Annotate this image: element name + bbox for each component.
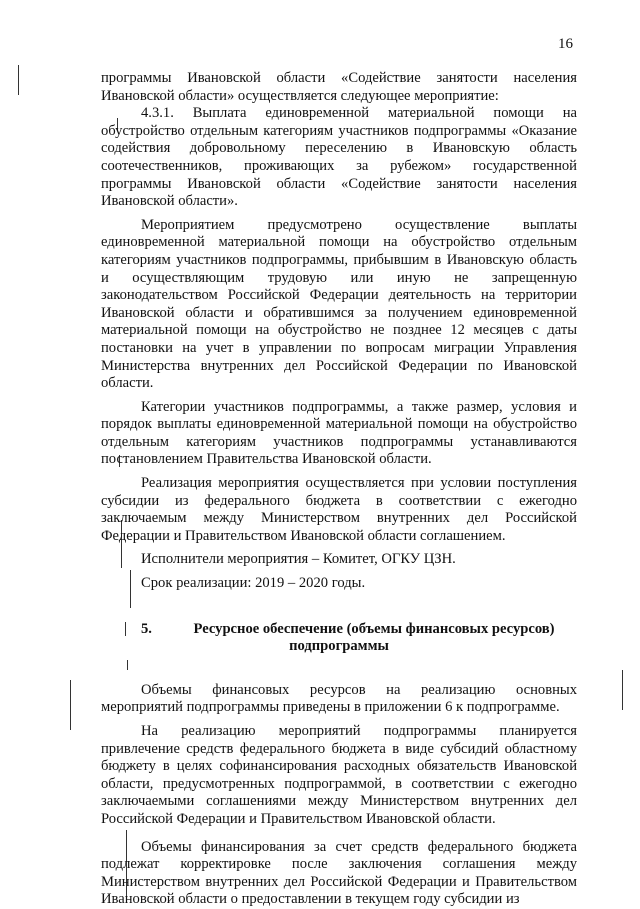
section-title-line2: подпрограммы	[289, 638, 389, 655]
scan-mark	[622, 670, 623, 710]
paragraph: Срок реализации: 2019 – 2020 годы.	[141, 575, 366, 592]
scan-mark	[18, 65, 19, 95]
paragraph: программы Ивановской области «Содействие занятости населения Ивановской области» осуществляется следующее мероприятие:	[101, 70, 577, 104]
scan-mark	[70, 680, 71, 730]
paragraph: Реализация мероприятия осуществляется при условии поступления субсидии из федерального бюджета в соответствии с ежегодно заключаемым между Министерством внутренних дел Российской Федерации и Правительством Ивановской области соглашением.	[101, 475, 577, 544]
paragraph: Категории участников подпрограммы, а также размер, условия и порядок выплаты единовременной материальной помощи на обустройство отдельным категориям участников подпрограммы устанавливаются постановлением Правительства Ивановской области.	[101, 398, 577, 468]
paragraph: Мероприятием предусмотрено осуществление выплаты единовременной материальной помощи на обустройство отдельным категориям участников подпрограммы, прибывшим в Ивановскую область и осуществляющим трудовую или иную не запрещенную законодательством Российской Федерации деятельность на территории Ивановской области и обратившимся за получением единовременной материальной помощи на обустройство не позднее 12 месяцев с даты постановки на учет в управлении по вопросам миграции Управления Министерства внутренних дел Российской Федерации по Ивановской области.	[101, 216, 577, 392]
page-number: 16	[558, 36, 573, 52]
section-title-line1: Ресурсное обеспечение (объемы финансовых ресурсов)	[193, 620, 555, 637]
section-heading	[101, 621, 577, 656]
paragraph: Объемы финансовых ресурсов на реализацию основных мероприятий подпрограммы приведены в приложении 6 к подпрограмме.	[101, 681, 577, 716]
paragraph: Исполнители мероприятия – Комитет, ОГКУ ЦЗН.	[141, 551, 456, 568]
paragraph: 4.3.1. Выплата единовременной материальной помощи на обустройство отдельным категориям участников подпрограммы «Оказание содействия добровольному переселению в Ивановскую область соотечественников, проживающих за рубежом» государственной программы Ивановской области «Содействие занятости населения Ивановской области».	[101, 105, 577, 210]
paragraph: На реализацию мероприятий подпрограммы планируется привлечение средств федерального бюджета в виде субсидий областному бюджету в целях софинансирования расходных обязательств Ивановской области, предусмотренных подпрограммой, в соответствии с ежегодно заключаемыми соглашениями между Министерством внутренних дел Российской Федерации и Правительством Ивановской области.	[101, 723, 577, 827]
paragraph: Объемы финансирования за счет средств федерального бюджета подлежат корректировке после заключения соглашения между Министерством внутренних дел Российской Федерации и Правительством Ивановской области о предоставлении в текущем году субсидии из	[101, 838, 577, 908]
document-body	[101, 70, 577, 909]
section-number: 5.	[141, 620, 152, 637]
